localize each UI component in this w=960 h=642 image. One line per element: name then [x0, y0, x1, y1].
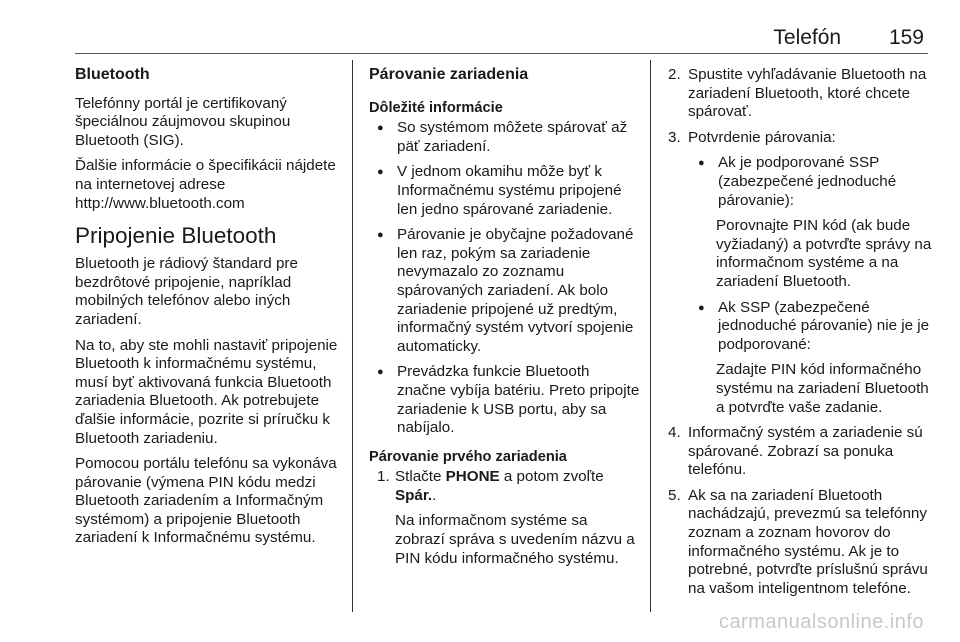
paragraph: Na informačnom systéme sa zobrazí správa s uvedením názvu a PIN kódu informačného systému. — [395, 512, 635, 567]
step-number: 1. — [377, 468, 390, 486]
column-divider-2 — [650, 60, 651, 612]
step-text: Ak sa na zariadení Bluetooth nachádzajú, prevezmú sa telefónny zoznam a zoznam hovorov do informačného systému. Ak je to potrebné, potvrďte príslušnú správu na vašom inteligentnom telefóne. — [688, 486, 928, 597]
paragraph: Bluetooth je rádiový štandard pre bezdrôtové pripojenie, napríklad mobilných telefónov alebo iných zariadení. — [75, 255, 298, 328]
paragraph: Telefónny portál je certifikovaný špeciálnou záujmovou skupinou Bluetooth (SIG). — [75, 94, 291, 149]
subheading-important: Dôležité informácie — [369, 99, 503, 116]
bullet-item: ● V jednom okamihu môže byť k Informačnému systému pripojené len jedno spárované zariadenie. — [369, 163, 641, 219]
bullet-item: ● Párovanie je obyčajne požadované len raz, pokým sa zariadenie nevymazalo zo zoznamu spárovaných zariadení. Ak bolo zariadenie pripojené už predtým, informačný systém vytvorí spojenie automaticky. — [369, 226, 641, 356]
step-3 — [668, 129, 934, 148]
heading-bluetooth: Bluetooth — [75, 66, 150, 83]
heading-device-pairing: Párovanie zariadenia — [369, 66, 529, 83]
bullet-item: ● Ak je podporované SSP (zabezpečené jednoduché párovanie): — [690, 154, 934, 210]
step-text: Potvrdenie párovania: — [688, 128, 836, 146]
step-number: 3. — [668, 128, 681, 146]
subheading-first-pairing: Párovanie prvého zariadenia — [369, 448, 567, 465]
watermark: carmanualsonline.info — [718, 611, 924, 633]
column-2 — [369, 66, 641, 575]
step-4 — [668, 424, 934, 480]
bullet-item: ● So systémom môžete spárovať až päť zariadení. — [369, 119, 641, 156]
page-number: 159 — [888, 26, 924, 49]
step-1 — [369, 468, 641, 505]
paragraph: Pomocou portálu telefónu sa vykonáva párovanie (výmena PIN kódu medzi Bluetooth zariadením a Informačným systémom) a pripojenie Bluetooth zariadení k Informačnému systému. — [75, 455, 337, 547]
step-text: a potom zvoľte — [499, 468, 604, 486]
paragraph: Ďalšie informácie o špecifikácii nájdete na internetovej adrese http://www.bluetooth.com — [75, 157, 336, 212]
pair-option-label: Spár. — [395, 486, 433, 504]
paragraph: Porovnajte PIN kód (ak bude vyžiadaný) a potvrďte správy na informačnom systéme a na zariadení Bluetooth. — [716, 217, 932, 290]
bullet-item: ● Prevádzka funkcie Bluetooth značne vybíja batériu. Preto pripojte zariadenie k USB portu, aby sa nabíjalo. — [369, 363, 641, 437]
page-header — [773, 26, 924, 50]
step-5 — [668, 487, 934, 599]
column-1 — [75, 66, 345, 555]
column-3 — [668, 66, 934, 605]
step-number: 2. — [668, 66, 681, 83]
paragraph: Zadajte PIN kód informačného systému na zariadení Bluetooth a potvrďte vaše zadanie. — [716, 361, 929, 416]
bullet-item: ● Ak SSP (zabezpečené jednoduché párovanie) nie je je podporované: — [690, 299, 934, 355]
step-2 — [668, 66, 934, 122]
phone-key-label: PHONE — [445, 468, 500, 486]
step-text: Spustite vyhľadávanie Bluetooth na zariadení Bluetooth, ktoré chcete spárovať. — [688, 66, 927, 121]
step-text: Informačný systém a zariadenie sú spárované. Zobrazí sa ponuka telefónu. — [688, 424, 923, 479]
header-rule — [75, 53, 928, 54]
heading-bluetooth-connection: Pripojenie Bluetooth — [75, 223, 277, 249]
step-text: Stlačte — [395, 468, 446, 486]
step-number: 5. — [668, 486, 681, 504]
paragraph: Na to, aby ste mohli nastaviť pripojenie Bluetooth k informačnému systému, musí byť aktivovaná funkcia Bluetooth zariadenia Bluetooth. Ak potrebujete ďalšie informácie, pozrite si príručku k Bluetooth zariadeniu. — [75, 336, 338, 447]
step-text: . — [432, 486, 437, 504]
step-number: 4. — [668, 424, 681, 442]
section-title: Telefón — [773, 26, 842, 49]
column-divider-1 — [352, 60, 353, 612]
